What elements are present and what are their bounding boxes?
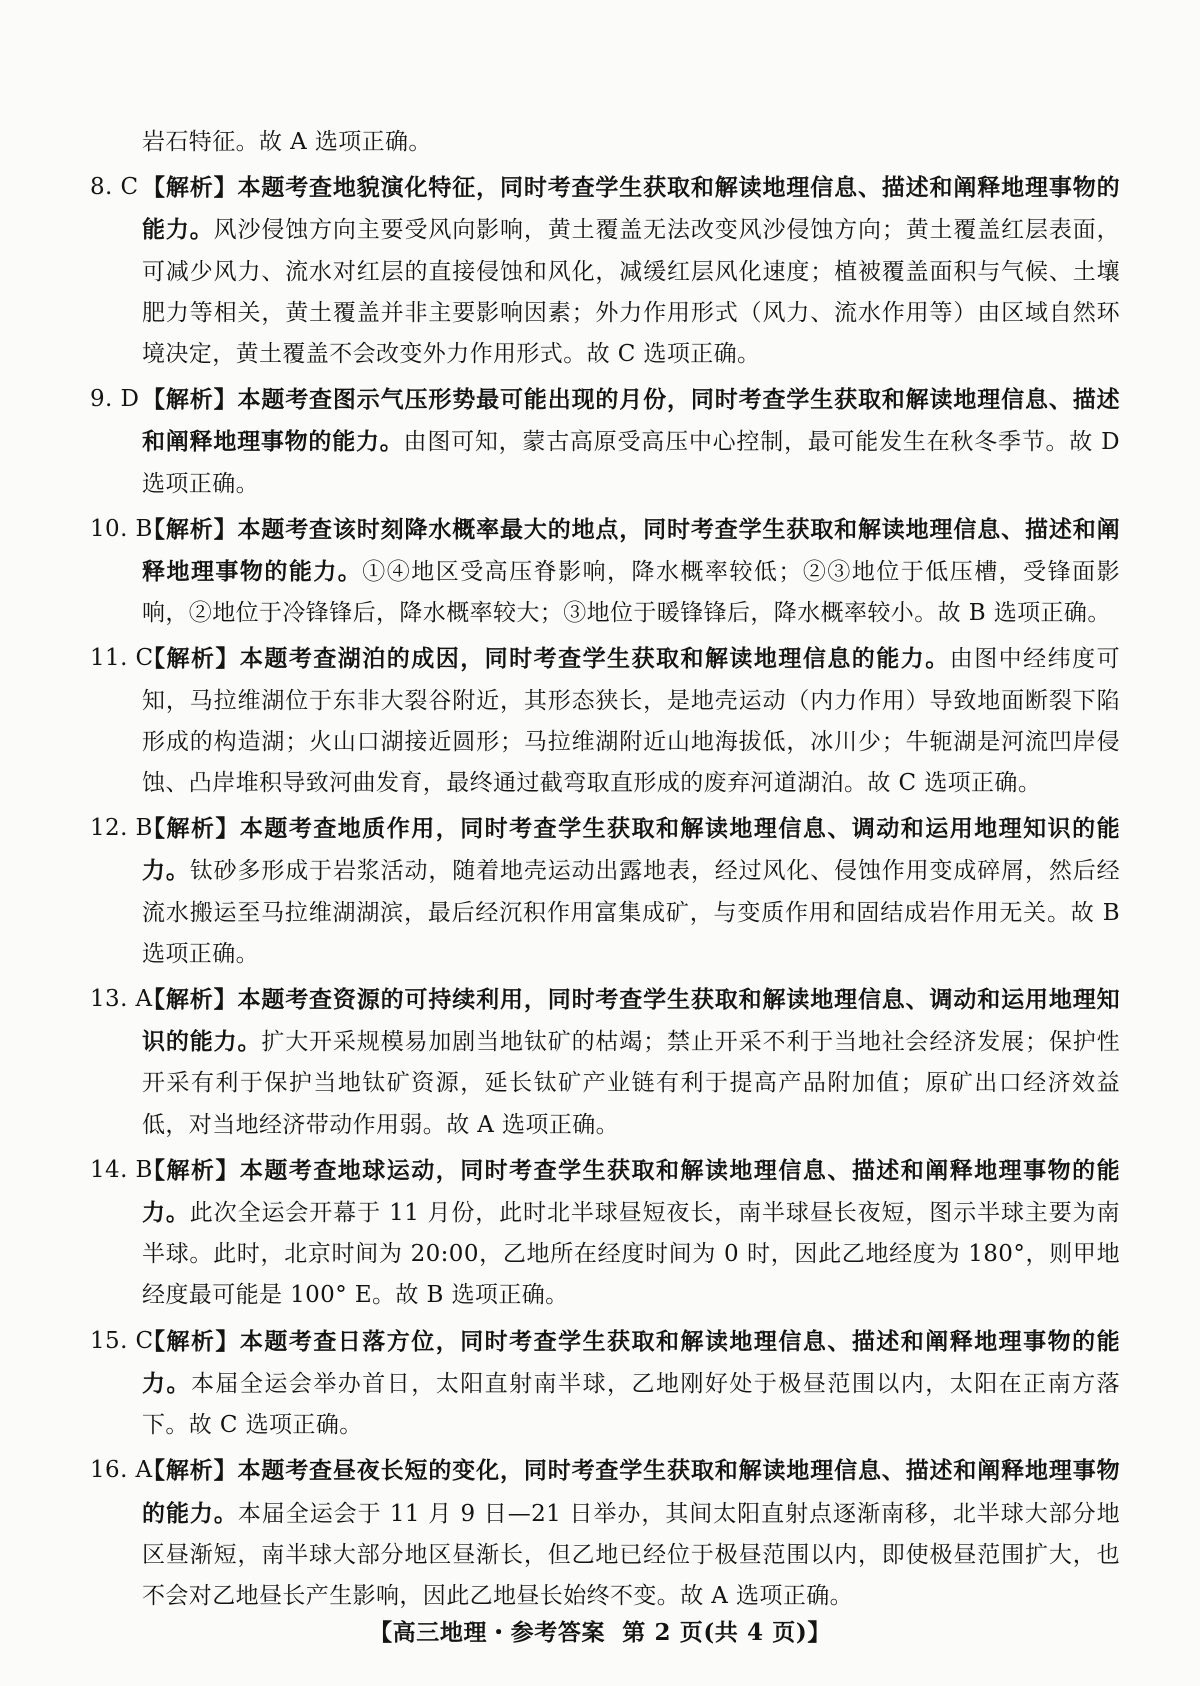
analysis-tag: 【解析】 (142, 515, 238, 543)
answer-item-12 (90, 808, 1120, 975)
footer-left-bracket: 【 (369, 1619, 393, 1646)
footer-page-info: 第 2 页(共 4 页) (622, 1619, 808, 1646)
answer-item-10 (90, 509, 1120, 635)
analysis-body: ①④地区受高压脊影响，降水概率较低；②③地位于低压槽，受锋面影响，②地位于冷锋锋后，降水概率较大；③地位于暖锋锋后，降水概率较小。故 B 选项正确。 (142, 559, 1120, 627)
answer-item-16 (90, 1450, 1120, 1617)
analysis-tag: 【解析】 (142, 986, 238, 1014)
question-number: 12. B (90, 815, 153, 842)
analysis-tag: 【解析】 (142, 1327, 240, 1355)
analysis-body: 由图可知，蒙古高原受高压中心控制，最可能发生在秋冬季节。故 D 选项正确。 (142, 429, 1120, 497)
analysis-body: 本届全运会举办首日，太阳直射南半球，乙地刚好处于极昼范围以内，太阳在正南方落下。故 C 选项正确。 (142, 1370, 1120, 1439)
analysis-body: 由图中经纬度可知，马拉维湖位于东非大裂谷附近，其形态狭长，是地壳运动（内力作用）导致地面断裂下陷形成的构造湖；火山口湖接近圆形；马拉维湖附近山地海拔低，冰川少；牛轭湖是河流凹岸侵蚀、凸岸堆积导致河曲发育，最终通过截弯取直形成的废弃河道湖泊。故 C 选项正确。 (142, 646, 1120, 797)
question-number: 11. C (90, 645, 154, 672)
analysis-summary: 本题考查图示气压形势最可能出现的月份，同时考查学生获取和解读地理信息、描述和阐释地理事物的能力。 (142, 386, 1120, 456)
question-number: 10. B (90, 515, 153, 542)
analysis-tag: 【解析】 (142, 1457, 238, 1485)
question-number: 8. C (90, 174, 139, 201)
question-number: 14. B (90, 1156, 153, 1183)
analysis-body: 风沙侵蚀方向主要受风向影响，黄土覆盖无法改变风沙侵蚀方向；黄土覆盖红层表面，可减少风力、流水对红层的直接侵蚀和风化，减缓红层风化速度；植被覆盖面积与气候、土壤肥力等相关，黄土覆盖并非主要影响因素；外力作用形式（风力、流水作用等）由区域自然环境决定，黄土覆盖不会改变外力作用形式。故 C 选项正确。 (142, 217, 1121, 368)
analysis-summary: 本题考查资源的可持续利用，同时考查学生获取和解读地理信息、调动和运用地理知识的能力。 (142, 986, 1120, 1056)
answer-item-8 (90, 167, 1120, 375)
answer-content (90, 122, 1120, 1617)
page-footer (0, 1614, 1200, 1647)
analysis-summary: 本题考查地球运动，同时考查学生获取和解读地理信息、描述和阐释地理事物的能力。 (142, 1156, 1120, 1227)
analysis-summary: 本题考查湖泊的成因，同时考查学生获取和解读地理信息的能力。 (239, 645, 950, 673)
question-number: 15. C (90, 1327, 154, 1354)
answer-item-15 (90, 1321, 1120, 1447)
answer-item-9 (90, 379, 1120, 505)
analysis-body: 此次全运会开幕于 11 月份，此时北半球昼短夜长，南半球昼长夜短，图示半球主要为南半球。此时，北京时间为 20:00，乙地所在经度时间为 0 时，因此乙地经度为 180°，则甲地经度最可能是 100° E。故 B 选项正确。 (142, 1200, 1120, 1309)
analysis-tag: 【解析】 (142, 386, 238, 414)
continued-text: 岩石特征。故 A 选项正确。 (142, 129, 432, 155)
analysis-summary: 本题考查昼夜长短的变化，同时考查学生获取和解读地理信息、描述和阐释地理事物的能力。 (142, 1457, 1120, 1527)
analysis-body: 扩大开采规模易加剧当地钛矿的枯竭；禁止开采不利于当地社会经济发展；保护性开采有利于保护当地钛矿资源，延长钛矿产业链有利于提高产品附加值；原矿出口经济效益低，对当地经济带动作用弱。故 A 选项正确。 (142, 1029, 1120, 1138)
analysis-tag: 【解析】 (142, 1156, 240, 1184)
question-number: 13. A (90, 986, 153, 1013)
analysis-tag: 【解析】 (142, 174, 238, 202)
analysis-summary: 本题考查地貌演化特征，同时考查学生获取和解读地理信息、描述和阐释地理事物的能力。 (142, 174, 1120, 244)
analysis-tag: 【解析】 (142, 815, 240, 843)
question-number: 16. A (90, 1457, 153, 1484)
analysis-tag: 【解析】 (142, 645, 240, 673)
footer-right-bracket: 】 (807, 1619, 831, 1646)
analysis-summary: 本题考查日落方位，同时考查学生获取和解读地理信息、描述和阐释地理事物的能力。 (142, 1327, 1120, 1397)
analysis-summary: 本题考查地质作用，同时考查学生获取和解读地理信息、调动和运用地理知识的能力。 (142, 815, 1120, 885)
footer-doc-title: 高三地理・参考答案 (392, 1619, 606, 1646)
analysis-body: 本届全运会于 11 月 9 日—21 日举办，其间太阳直射点逐渐南移，北半球大部分地区昼渐短，南半球大部分地区昼渐长，但乙地已经位于极昼范围以内，即使极昼范围扩大，也不会对乙地昼长产生影响，因此乙地昼长始终不变。故 A 选项正确。 (142, 1500, 1120, 1609)
analysis-summary: 本题考查该时刻降水概率最大的地点，同时考查学生获取和解读地理信息、描述和阐释地理事物的能力。 (142, 515, 1120, 586)
question-number: 9. D (90, 386, 140, 413)
answer-item-13 (90, 979, 1120, 1146)
answer-item-11 (90, 638, 1120, 804)
analysis-body: 钛砂多形成于岩浆活动，随着地壳运动出露地表，经过风化、侵蚀作用变成碎屑，然后经流水搬运至马拉维湖湖滨，最后经沉积作用富集成矿，与变质作用和固结成岩作用无关。故 B 选项正确。 (142, 858, 1120, 967)
answer-item-14 (90, 1150, 1120, 1317)
